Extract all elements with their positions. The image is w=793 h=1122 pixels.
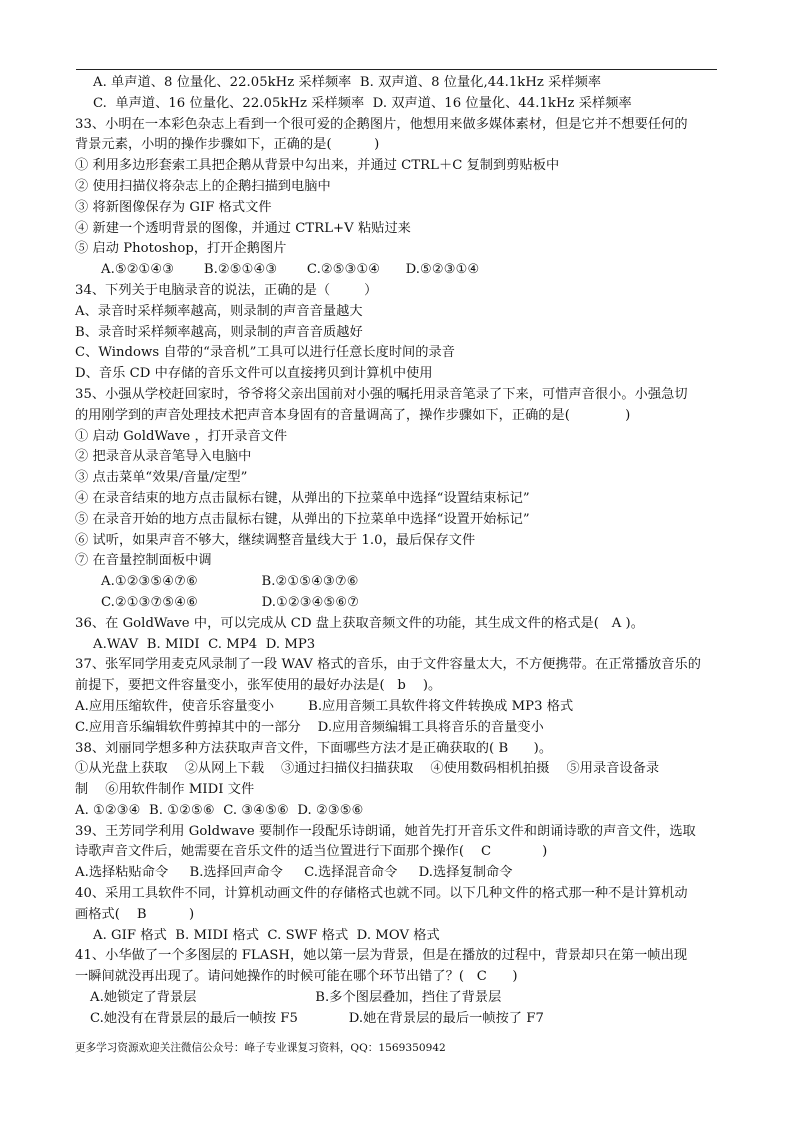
text-line: 诗歌声音文件后，她需要在音乐文件的适当位置进行下面那个操作( C ) [75,844,548,860]
text-line: A.她锁定了背景层 B.多个图层叠加，挡住了背景层 [90,990,502,1006]
text-line: 的用刚学到的声音处理技术把声音本身固有的音量调高了，操作步骤如下，正确的是( ) [75,407,631,423]
text-line: ④ 在录音结束的地方点击鼠标右键，从弹出的下拉菜单中选择“设置结束标记” [75,490,530,506]
text-line: A.①②③⑤④⑦⑥ B.②①⑤④③⑦⑥ [101,574,359,590]
text-line: C. 单声道、16 位量化、22.05kHz 采样频率 D. 双声道、16 位量化、44.1kHz 采样频率 [93,95,632,111]
text-line: 背景元素，小明的操作步骤如下，正确的是( ) [75,137,380,153]
text-line: ①从光盘上获取 ②从网上下载 ③通过扫描仪扫描获取 ④使用数码相机拍摄 ⑤用录音设备录 [75,761,660,777]
text-line: 37、张军同学用麦克风录制了一段 WAV 格式的音乐，由于文件容量太大，不方便携带。在正常播放音乐的 [75,657,702,673]
header-rule [76,69,717,70]
text-line: 一瞬间就没再出现了。请问她操作的时候可能在哪个环节出错了？( C ) [75,969,518,985]
text-line: ② 把录音从录音笔导入电脑中 [75,449,252,465]
text-line: 39、王芳同学利用 Goldwave 要制作一段配乐诗朗诵，她首先打开音乐文件和朗诵诗歌的声音文件，选取 [75,823,696,839]
document-body [75,73,725,1030]
text-line: 前提下，要把文件容量变小，张军使用的最好办法是( b )。 [75,678,442,694]
text-line: ③ 将新图像保存为 GIF 格式文件 [75,199,272,215]
text-line: D、音乐 CD 中存储的音乐文件可以直接拷贝到计算机中使用 [75,366,433,382]
text-line: ④ 新建一个透明背景的图像，并通过 CTRL+V 粘贴过来 [75,220,411,236]
text-line: ① 启动 GoldWave ，打开录音文件 [75,428,288,444]
text-line: 34、下列关于电脑录音的说法，正确的是（ ） [75,282,378,298]
text-line: C.应用音乐编辑软件剪掉其中的一部分 D.应用音频编辑工具将音乐的音量变小 [75,719,544,735]
text-line: 35、小强从学校赶回家时，爷爷将父亲出国前对小强的嘱托用录音笔录了下来，可惜声音很小。小强急切 [75,386,688,402]
text-line: ② 使用扫描仪将杂志上的企鹅扫描到电脑中 [75,178,331,194]
text-line: 41、小华做了一个多图层的 FLASH，她以第一层为背景，但是在播放的过程中，背景却只在第一帧出现 [75,948,688,964]
text-line: A. ①②③④ B. ①②⑤⑥ C. ③④⑤⑥ D. ②③⑤⑥ [75,802,364,818]
text-line: 33、小明在一本彩色杂志上看到一个很可爱的企鹅图片，他想用来做多媒体素材，但是它并不想要任何的 [75,116,688,132]
text-line: A.选择粘贴命令 B.选择回声命令 C.选择混音命令 D.选择复制命令 [75,865,513,881]
text-line: A. GIF 格式 B. MIDI 格式 C. SWF 格式 D. MOV 格式 [93,927,440,943]
text-line: ⑤ 启动 Photoshop，打开企鹅图片 [75,241,287,257]
text-line: ⑤ 在录音开始的地方点击鼠标右键，从弹出的下拉菜单中选择“设置开始标记” [75,511,530,527]
text-line: C.她没有在背景层的最后一帧按 F5 D.她在背景层的最后一帧按了 F7 [90,1010,544,1026]
text-line: ⑥ 试听，如果声音不够大，继续调整音量线大于 1.0，最后保存文件 [75,532,476,548]
text-line: ⑦ 在音量控制面板中调 [75,553,212,569]
text-line: 制 ⑥用软件制作 MIDI 文件 [75,782,255,798]
text-line: C、Windows 自带的“录音机”工具可以进行任意长度时间的录音 [75,345,456,361]
text-line: A.⑤②①④③ B.②⑤①④③ C.②⑤③①④ D.⑤②③①④ [101,262,480,278]
text-line: A、录音时采样频率越高，则录制的声音音量越大 [75,303,363,319]
text-line: A. 单声道、8 位量化、22.05kHz 采样频率 B. 双声道、8 位量化,44.1kHz 采样频率 [93,75,602,90]
text-line: 40、采用工具软件不同，计算机动画文件的存储格式也就不同。以下几种文件的格式那一种不是计算机动 [75,886,688,902]
text-line: B、录音时采样频率越高，则录制的声音音质越好 [75,324,363,340]
text-line: A.应用压缩软件，使音乐容量变小 B.应用音频工具软件将文件转换成 MP3 格式 [75,698,574,714]
text-line: 38、刘丽同学想多种方法获取声音文件，下面哪些方法才是正确获取的( B )。 [75,740,553,756]
text-line: ③ 点击菜单“效果/音量/定型” [75,470,248,486]
text-line: C.②①③⑦⑤④⑥ D.①②③④⑤⑥⑦ [101,594,360,610]
page-footer: 更多学习资源欢迎关注微信公众号：峰子专业课复习资料，QQ：1569350942 [75,1042,446,1054]
text-line: A.WAV B. MIDI C. MP4 D. MP3 [93,636,316,652]
text-line: 画格式( B ) [75,906,195,922]
text-line: 36、在 GoldWave 中，可以完成从 CD 盘上获取音频文件的功能，其生成文件的格式是( A )。 [75,615,644,631]
text-line: ① 利用多边形套索工具把企鹅从背景中勾出来，并通过 CTRL＋C 复制到剪贴板中 [75,158,560,174]
